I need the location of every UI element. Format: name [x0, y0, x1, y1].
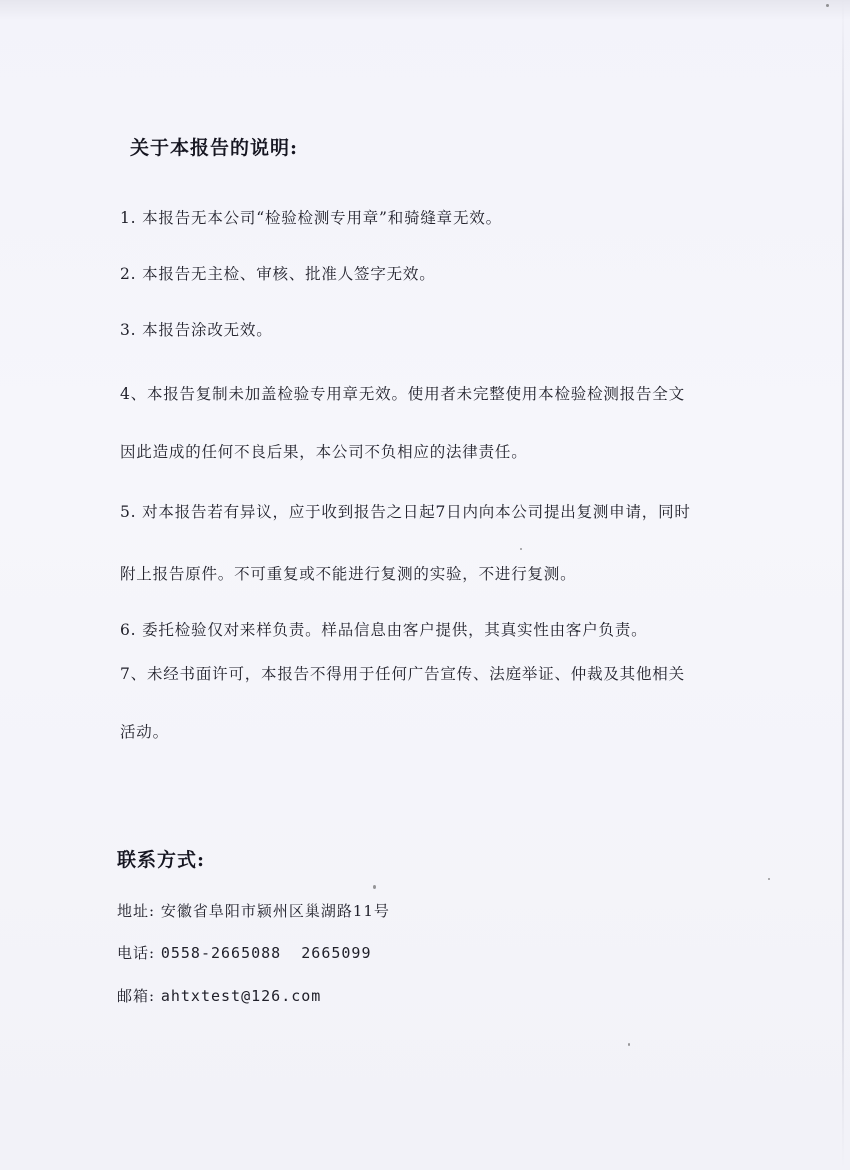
contact-email — [117, 985, 321, 1006]
note-item-6: 6. 委托检验仅对来样负责。样品信息由客户提供，其真实性由客户负责。 — [120, 621, 648, 639]
notes-title: 关于本报告的说明: — [130, 137, 299, 159]
phone-value: 0558-2665088 2665099 — [160, 944, 372, 962]
contact-title: 联系方式: — [117, 849, 206, 871]
email-label: 邮箱: — [117, 987, 156, 1005]
note-item-7-cont: 活动。 — [120, 723, 169, 741]
scan-speck — [520, 548, 522, 550]
scan-edge-right — [842, 0, 844, 1170]
scan-speck — [628, 1043, 630, 1046]
scan-speck — [826, 4, 829, 7]
email-value: ahtxtest@126.com — [160, 987, 322, 1005]
contact-phone — [117, 942, 372, 963]
note-item-5-cont: 附上报告原件。不可重复或不能进行复测的实验，不进行复测。 — [120, 565, 577, 583]
scan-speck — [373, 885, 376, 889]
phone-label: 电话: — [117, 944, 156, 962]
note-item-2: 2. 本报告无主检、审核、批准人签字无效。 — [120, 265, 436, 283]
scan-speck — [768, 878, 770, 880]
note-item-5: 5. 对本报告若有异议，应于收到报告之日起7日内向本公司提出复测申请，同时 — [120, 503, 691, 521]
note-item-4: 4、本报告复制未加盖检验专用章无效。使用者未完整使用本检验检测报告全文 — [120, 385, 685, 403]
contact-address — [117, 900, 390, 921]
scan-shadow-top — [0, 0, 850, 20]
address-value: 安徽省阜阳市颍州区巢湖路11号 — [160, 902, 390, 920]
address-label: 地址: — [117, 902, 156, 920]
note-item-4-cont: 因此造成的任何不良后果，本公司不负相应的法律责任。 — [120, 443, 528, 461]
note-item-1: 1. 本报告无本公司“检验检测专用章”和骑缝章无效。 — [120, 209, 502, 227]
note-item-7: 7、未经书面许可，本报告不得用于任何广告宣传、法庭举证、仲裁及其他相关 — [120, 665, 685, 683]
note-item-3: 3. 本报告涂改无效。 — [120, 321, 273, 339]
